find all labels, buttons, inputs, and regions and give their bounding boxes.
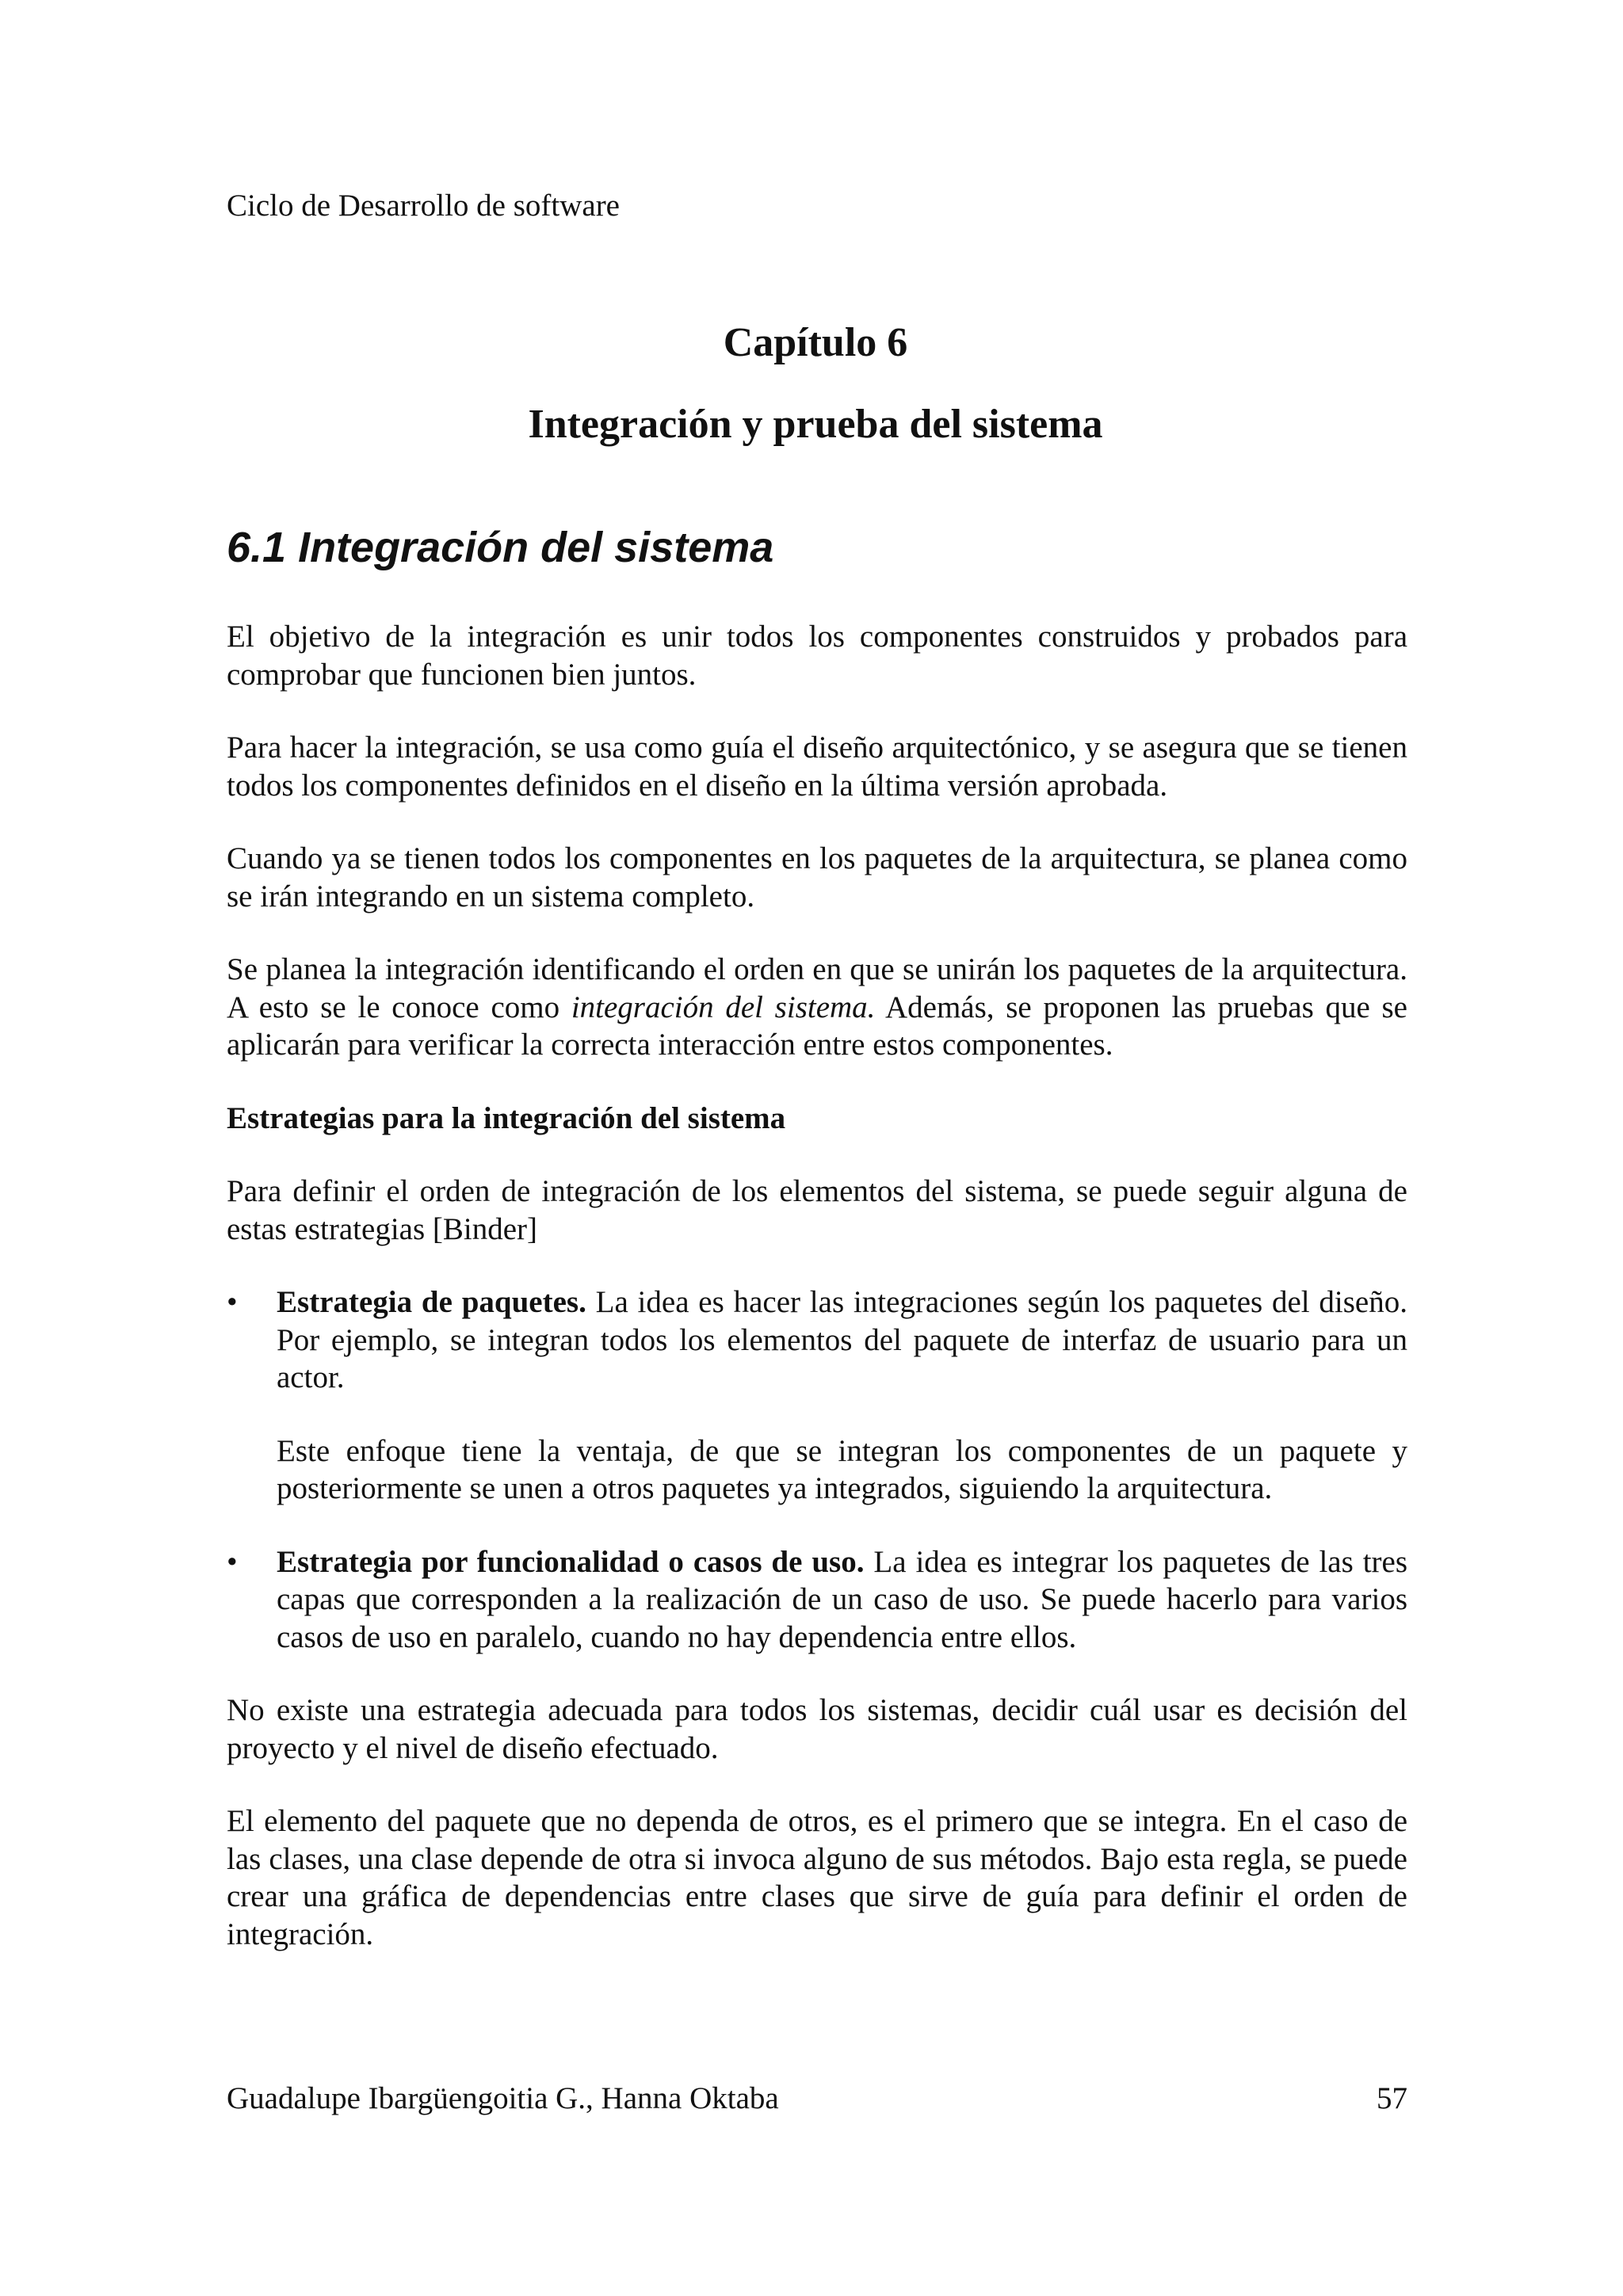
running-header: Ciclo de Desarrollo de software [227,189,620,223]
footer-authors: Guadalupe Ibargüengoitia G., Hanna Oktaba [227,2081,779,2115]
strategy-list [227,1283,1407,1656]
paragraph [227,951,1407,1064]
list-item-body: La idea es integrar los paquetes de las tres capas que corresponden a la realización de un caso de uso. Se puede hacerlo para varios casos de uso en paralelo, cuando no hay dependencia entre ellos. [277,1544,1408,1654]
paragraph: Para hacer la integración, se usa como guía el diseño arquitectónico, y se asegura que se tienen todos los componentes definidos en el diseño en la última versión aprobada. [227,730,1407,803]
paragraph: Cuando ya se tienen todos los componentes en los paquetes de la arquitectura, se planea como se irán integrando en un sistema completo. [227,841,1407,913]
paragraph-text: Se planea la integración identificando el orden en que se unirán los paquetes de la arquitectura. A esto se le conoce como [227,952,1407,1024]
list-item-body: La idea es hacer las integraciones según los paquetes del diseño. Por ejemplo, se integran todos los elementos del paquete de interfaz de usuario para un actor. [277,1285,1407,1394]
list-item [227,1543,1407,1657]
paragraph: No existe una estrategia adecuada para todos los sistemas, decidir cuál usar es decisión del proyecto y el nivel de diseño efectuado. [227,1693,1407,1765]
chapter-title: Integración y prueba del sistema [528,402,1103,447]
list-item-continuation: Este enfoque tiene la ventaja, de que se integran los componentes de un paquete y posteriormente se unen a otros paquetes ya integrados, siguiendo la arquitectura. [277,1433,1407,1505]
chapter-number: Capítulo 6 [723,320,908,365]
list-item-text [277,1283,1407,1397]
paragraph: El objetivo de la integración es unir todos los componentes construidos y probados para comprobar que funcionen bien juntos. [227,620,1407,692]
bullet-marker: • [227,1285,238,1319]
list-item-title: Estrategia de paquetes. [277,1285,586,1319]
paragraph: Para definir el orden de integración de los elementos del sistema, se puede seguir alguna de estas estrategias [Binder] [227,1174,1407,1246]
italic-term: integración del sistema. [571,990,876,1024]
list-item [227,1283,1407,1508]
page-footer [227,2080,1407,2118]
page-number: 57 [1377,2081,1407,2115]
body-text [227,618,1407,1989]
list-item-text [277,1543,1407,1657]
section-heading: 6.1 Integración del sistema [227,524,774,571]
list-item-title: Estrategia por funcionalidad o casos de uso. [277,1544,865,1579]
bullet-marker: • [227,1544,238,1579]
paragraph: El elemento del paquete que no dependa de otros, es el primero que se integra. En el caso de las clases, una clase depende de otra si invoca alguno de sus métodos. Bajo esta regla, se puede crear una gráfica de dependencias entre clases que sirve de guía para definir el orden de integración. [227,1804,1407,1951]
subheading: Estrategias para la integración del sistema [227,1100,786,1135]
paragraph-text: Además, se proponen las pruebas que se aplicarán para verificar la correcta interacción entre estos componentes. [227,990,1407,1062]
